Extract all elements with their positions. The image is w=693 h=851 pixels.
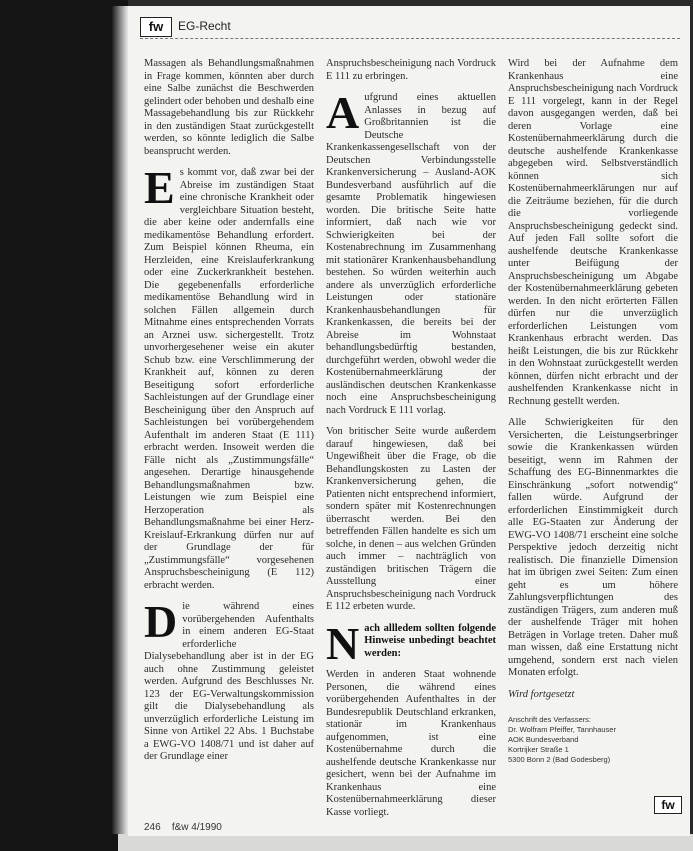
paragraph: Anspruchsbescheinigung nach Vordruck E 111 zu erbringen. [326,58,496,82]
column-2 [326,58,496,828]
paragraph: Massagen als Behandlungsmaßnahmen in Frage kommen, könnten aber durch eine Salbe zunächst die Beschwerden gelindert oder behoben und deshalb eine Massagebehandlung bis zur Rückkehr in den zuständigen Staat zurückgestellt werden, so könnte lediglich die Salbe beansprucht werden. [144,58,314,157]
page-footer [144,822,222,833]
paragraph: Werden in anderen Staat wohnende Personen, die während eines vorübergehenden Aufenthaltes in der Bundesrepublik Deutschland erkranken, stationär im Krankenhaus aufgenommen, ist eine Kostenübernahme durch die aushelfende deutsche Krankenkasse nur gesichert, wenn bei der Aufnahme im Krankenhaus eine Kostenübernahmeerklärung dieser Kasse vorliegt. [326,669,496,818]
paragraph [326,87,496,417]
column-1 [144,58,314,773]
subheading: ach allledem sollten folgende Hinweise unbedingt beachtet werden: [364,622,496,659]
paragraph [326,617,496,669]
drop-cap: D [144,596,178,647]
paragraph [144,162,314,592]
paragraph-text: ufgrund eines aktuellen Anlasses in bezug auf Großbritannien ist die Deutsche Krankenkassengesellschaft von der Deutschen Verbindungsstelle Krankenversicherung – Ausland-AOK Bundesverband ausführlich auf die gesamte Problematik hingewiesen worden. Die britische Seite hatte informiert, daß nach wie vor Schwierigkeiten bei der Kostenabrechnung im Zusammenhang mit stationärer Krankenhausbehandlung bestehen. So würden weiterhin auch andere als unverzüglich erforderliche Leistungen oder stationäre Krankenhausbehandlungen für Krankenkassen, die bereits bei der Abreise im Wohnstaat behandlungsbedürftig bestanden, durchgeführt werden, obwohl weder die Kostenübernahmeerklärung der ausländischen deutschen Krankenkasse noch eine Anspruchsbescheinigung nach Vordruck E 111 vorlag. [326,92,496,416]
drop-cap: N [326,617,360,669]
address-line: 5300 Bonn 2 (Bad Godesberg) [508,755,611,764]
paragraph [144,596,314,764]
paragraph-text: ie während eines vorübergehenden Aufenthalts in einem anderen EG-Staat erforderliche Dialysebehandlung aber ist in der EG auch ohne Zustimmung geleistet werden. Aufgrund des Beschlusses Nr. 123 der EG-Verwaltungskommission gilt die Dialysebehandlung als unverzüglich erforderliche Leistung im Sinne von Artikel 22 Abs. 1 Buchstabe a EWG-VO 1408/71 und ist daher auf der Grundlage einer [144,601,314,762]
footer-logo: fw [654,796,682,814]
address-line: Dr. Wolfram Pfeiffer, Tannhauser [508,725,616,734]
journal-logo: fw [140,17,172,37]
author-address [508,715,678,765]
journal-issue: f&w 4/1990 [171,822,222,833]
paragraph: Alle Schwierigkeiten für den Versicherten, die Leistungserbringer sowie die Krankenkassen würden beseitigt, wenn im Rahmen der Schaffung des EG-Binnenmarktes die Einschränkung „sofort notwendig“ fallen würde. Aufgrund der erforderlichen Einstimmigkeit durch alle EG-Staaten zur Änderung der EWG-VO 1408/71 erscheint eine solche Perspektive jedoch derzeitig nicht realistisch. Die finanzielle Dimension hat im übrigen zwei Seiten: Zum einen geht es um höhere Zahlungsverpflichtungen des zuständigen Trägers, zum anderen muß der aushelfende Träger mit hohen Beträgen in Vorlage treten. Daher muß man wissen, daß eine Erstattung nicht umgehend, sondern erst nach vielen Monaten erfolgt. [508,417,678,678]
paragraph: Von britischer Seite wurde außerdem darauf hingewiesen, daß bei Ungewißheit über die Frage, ob die Behandlungskosten zu Lasten der Krankenversicherung gehen, die Patienten nicht entsprechend informiert, sondern später mit Kostenrechnungen überrascht werden. Bei den betreffenden Fällen handelte es sich um solche, in denen – aus welchen Gründen auch immer – nachträglich von zuständigen britischen Trägern die Ausstellung einer Anspruchsbescheinigung nach Vordruck E 112 erbeten wurde. [326,426,496,612]
address-line: Kortrijker Straße 1 [508,745,569,754]
page-header [140,16,680,39]
page-edge [118,834,693,851]
column-3 [508,58,678,765]
section-title: EG-Recht [178,19,231,33]
background-dark [0,0,128,851]
paragraph: Wird bei der Aufnahme dem Krankenhaus eine Anspruchsbescheinigung nach Vordruck E 111 vorgelegt, kann in der Regel davon ausgegangen werden, daß bei deren Vorlage eine Kostenübernahmeerklärung durch die deutsche aushelfende Krankenkasse abgegeben wird. Selbstverständlich können sich Kostenübernahmeerklärungen nur auf die Zeiträume beziehen, für die durch die vorliegende Anspruchsbescheinigung gedeckt sind. Auf jeden Fall sollte sofort die aushelfende deutsche Krankenkasse unter Beifügung der Anspruchsbescheinigung um Abgabe der Kostenübernahmeerklärung gebeten werden. In den nicht erörterten Fällen dürfen nur die unverzüglich erforderlichen Leistungen vom Krankenhaus erbracht werden. Das heißt Leistungen, die bis zur Rückkehr in den Wohnstaat zurückgestellt werden können, dürfen nicht erbracht und der aushelfenden Krankenkasse nicht in Rechnung gestellt werden. [508,58,678,407]
continuation-note: Wird fortgesetzt [508,688,575,700]
address-line: Anschrift des Verfassers: [508,715,591,724]
paragraph-text: s kommt vor, daß zwar bei der Abreise im zuständigen Staat eine chronische Krankheit oder vergleichbare Situation besteht, die aber keine oder andernfalls eine medikamentöse Behandlung erfordert. Zum Beispiel können Rheuma, ein Herzleiden, eine Kreislauferkrankung oder eine Zuckerkrankheit bestehen. Die gegebenenfalls erforderliche medikamentöse Behandlung wird in solchen Fällen allgemein durch Mitnahme eines entsprechenden Vorrats an Arznei usw. sichergestellt. Trotz unvorhergesehener weise ein akuter Schub bzw. eine Verschlimmerung der Krankheit auf, können zu deren Beseitigung sofort erforderliche Sachleistungen auf der Grundlage einer Bescheinigung über den Anspruch auf Sachleistungen bei vorübergehendem Aufenthalt im anderen Staat (E 111) erbracht werden. Insoweit werden die Fälle nicht als „Zustimmungsfälle“ angesehen. Derartige hinausgehende Behandlungsmaßnahmen bzw. Leistungen wie zum Beispiel eine Herzoperation als Behandlungsmaßnahme bei einer Herz-Kreislauf-Erkrankung dürfen nur auf der Grundlage der für „Zustimmungsfälle“ vorgesehenen Anspruchsbescheinigung (E 112) erbracht werden. [144,167,314,591]
page-number: 246 [144,822,161,833]
drop-cap: E [144,162,175,213]
address-line: AOK Bundesverband [508,735,579,744]
document-page [128,6,690,836]
drop-cap: A [326,87,360,138]
